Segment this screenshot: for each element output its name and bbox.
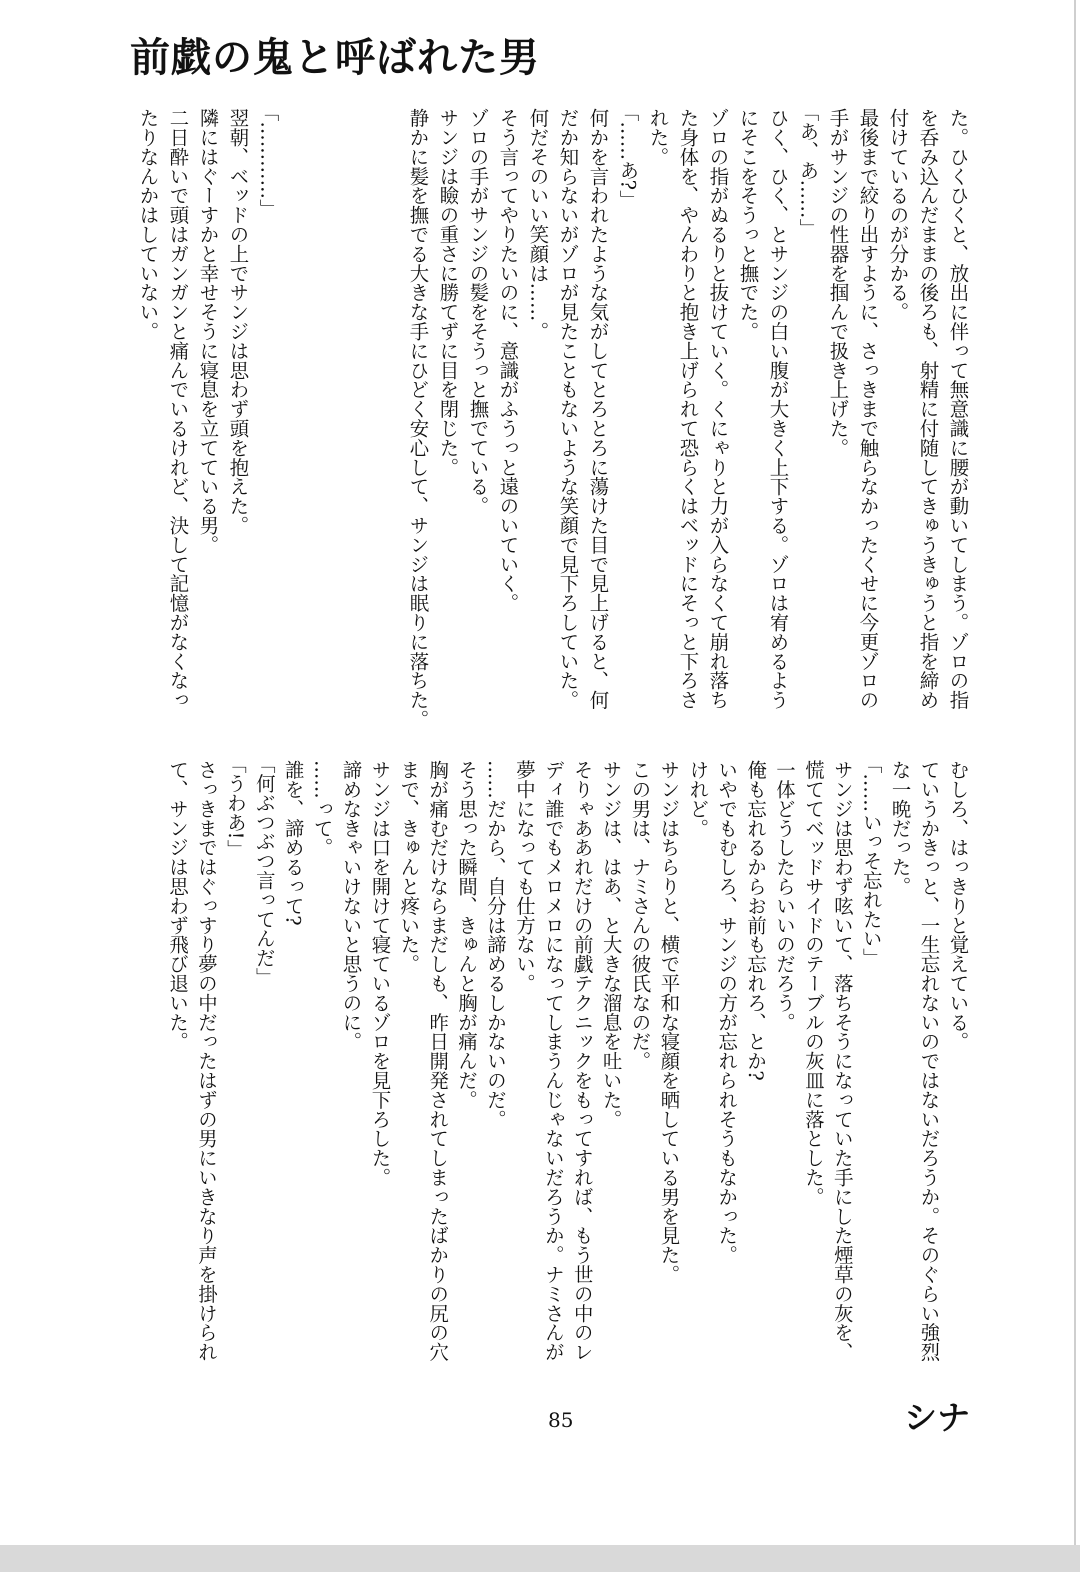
text-line: 俺も忘れるからお前も忘れろ、とか? [744, 760, 768, 1081]
page-border [1074, 0, 1076, 1545]
text-line: 何かを言われたような気がしてとろとろに蕩けた目で見上げると、何 [586, 108, 610, 710]
text-line: ひく、ひく、とサンジの白い腹が大きく上下する。ゾロは宥めるよう [766, 108, 790, 710]
text-line: 静かに髪を撫でる大きな手にひどく安心して、サンジは眠りに落ちた。 [406, 108, 430, 729]
text-line: ディ誰でもメロメロになってしまうんじゃないだろうか。ナミさんが [541, 760, 565, 1362]
text-line: た。ひくひくと、放出に伴って無意識に腰が動いてしまう。ゾロの指 [946, 108, 970, 710]
text-line: さっきまではぐっすり夢の中だったはずの男にいきなり声を掛けられ [195, 760, 218, 1362]
text-line: 二日酔いで頭はガンガンと痛んでいるけれど、決して記憶がなくなっ [166, 108, 190, 710]
text-line: 付けているのが分かる。 [886, 108, 910, 322]
text-line: な一晩だった。 [888, 760, 912, 896]
text-line: この男は、ナミさんの彼氏なのだ。 [628, 760, 652, 1071]
page-title: 前戯の鬼と呼ばれた男 [130, 35, 540, 81]
text-line: まで、きゅんと疼いた。 [397, 760, 421, 974]
text-line: 「何ぶつぶつ言ってんだ」 [252, 754, 276, 987]
text-line: サンジは口を開けて寝ているゾロを見下ろした。 [368, 760, 392, 1187]
text-line: ていうかきっと、一生忘れないのではないだろうか。そのぐらい強烈 [917, 760, 941, 1362]
text-line: サンジは思わず呟いて、落ちそうになっていた手にした煙草の灰を、 [830, 760, 854, 1362]
text-line: を呑み込んだままの後ろも、射精に付随してきゅうきゅうと指を締め [916, 108, 940, 710]
text-line: 最後まで絞り出すように、さっきまで触らなかったくせに今更ゾロの [856, 108, 880, 710]
text-line: 「あ、あ……」 [796, 102, 820, 238]
text-line: 手がサンジの性器を掴んで扱き上げた。 [826, 108, 850, 458]
text-line: けれど。 [686, 760, 710, 838]
page-edge [0, 1545, 1080, 1572]
author-name: シナ [904, 1398, 970, 1437]
text-line: 何だそのいい笑顔は……。 [526, 108, 550, 341]
text-line: 胸が痛むだけならまだしも、昨日開発されてしまったばかりの尻の穴 [426, 760, 450, 1362]
text-line: そう言ってやりたいのに、意識がふうっと遠のいていく。 [496, 108, 520, 613]
text-line: 「……あ?」 [616, 102, 640, 210]
text-line: 「……いっそ忘れたい」 [859, 754, 883, 968]
text-line: た身体を、やんわりと抱き上げられて恐らくはベッドにそっと下ろさ [676, 108, 700, 710]
text-line: たりなんかはしていない。 [136, 108, 160, 341]
text-line: むしろ、はっきりと覚えている。 [946, 760, 970, 1051]
text-line: 「うわあ!」 [223, 754, 247, 859]
text-line: ……って。 [310, 760, 334, 857]
text-line: そりゃああれだけの前戯テクニックをもってすれば、もう世の中のレ [570, 760, 594, 1362]
text-line: 諦めなきゃいけないと思うのに。 [339, 760, 363, 1051]
text-line: て、サンジは思わず飛び退いた。 [166, 760, 190, 1051]
text-line: にそこをそうっと撫でた。 [736, 108, 760, 341]
text-line: 「…………」 [256, 102, 280, 219]
text-line: サンジは、はあ、と大きな溜息を吐いた。 [599, 760, 623, 1129]
text-line: ……だから、自分は諦めるしかないのだ。 [484, 760, 507, 1129]
text-line: ゾロの指がぬるりと抜けていく。くにゃりと力が入らなくて崩れ落ち [706, 108, 730, 710]
text-line: そう思った瞬間、きゅんと胸が痛んだ。 [455, 760, 479, 1110]
text-line: 翌朝、ベッドの上でサンジは思わず頭を抱えた。 [226, 108, 250, 535]
text-line: 一体どうしたらいいのだろう。 [773, 760, 796, 1032]
text-line: 夢中になっても仕方ない。 [512, 760, 536, 993]
text-line: だか知らないがゾロが見たこともないような笑顔で見下ろしていた。 [556, 108, 580, 710]
text-line: れた。 [646, 108, 670, 167]
text-line: 隣にはぐーすかと幸せそうに寝息を立てている男。 [196, 108, 220, 555]
text-line: 誰を、諦めるって? [281, 760, 305, 926]
text-line: サンジはちらりと、横で平和な寝顔を晒している男を見た。 [657, 760, 681, 1284]
text-line: いやでもむしろ、サンジの方が忘れられそうもなかった。 [715, 760, 739, 1265]
text-line: サンジは瞼の重さに勝てずに目を閉じた。 [436, 108, 460, 477]
page-number: 85 [548, 1408, 574, 1432]
text-line: ゾロの手がサンジの髪をそうっと撫でている。 [466, 108, 490, 516]
text-line: 慌ててベッドサイドのテーブルの灰皿に落とした。 [801, 760, 825, 1207]
